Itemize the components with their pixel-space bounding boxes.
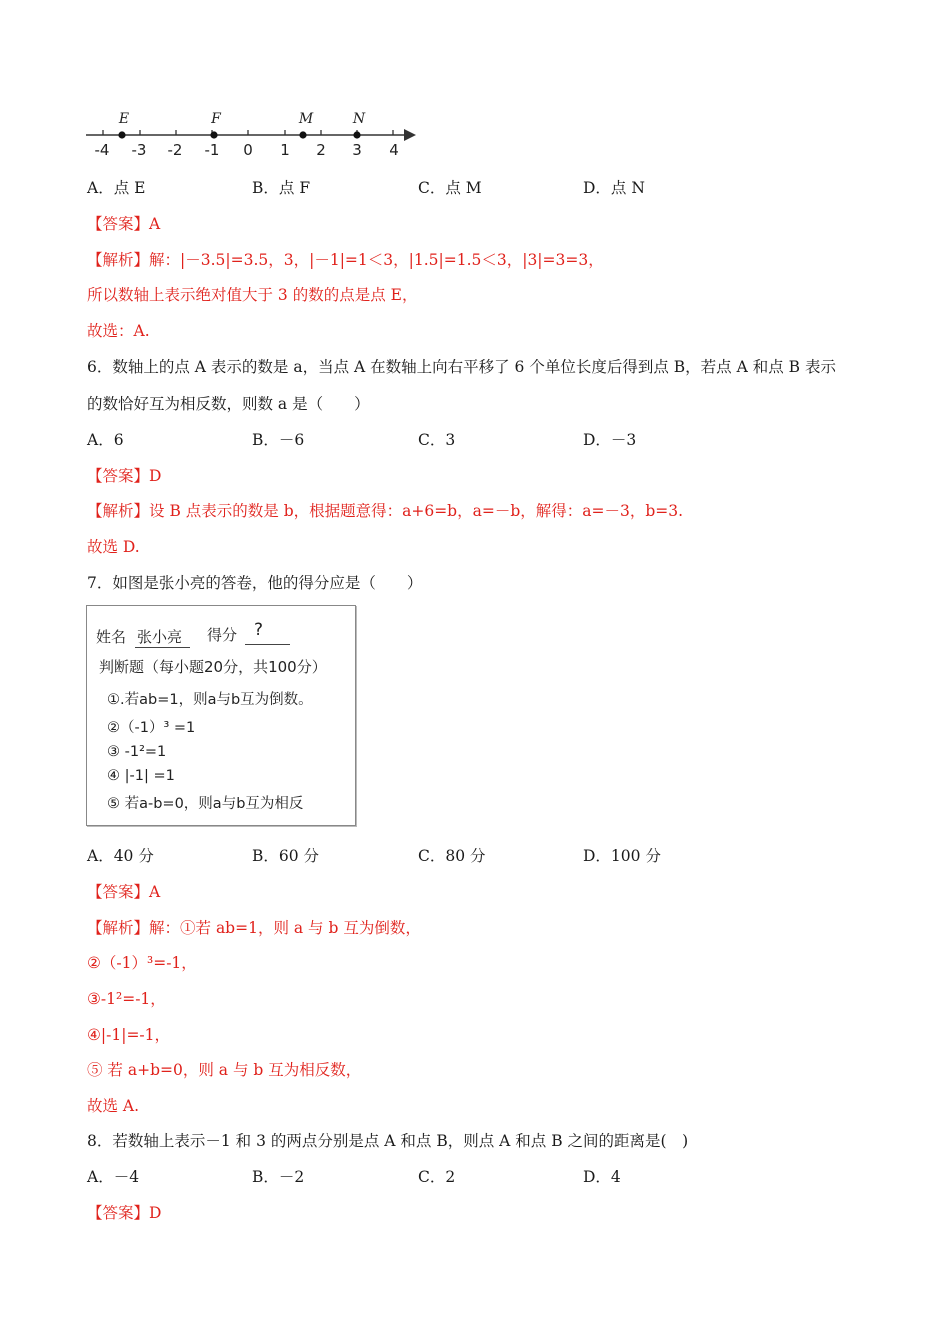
q8-option-a: A．－4 [87,1168,140,1186]
q5-analysis [87,250,604,270]
q7-conclusion: 故选 A. [87,1097,140,1115]
sheet-name-underline [135,647,190,648]
q8-option-c: C．2 [418,1168,456,1186]
q7-analysis-line2: ②（-1）³=-1， [87,954,197,972]
point-e [118,131,125,138]
sheet-item-3: ③ -1²=1 [107,744,167,760]
answer-sheet-image [86,605,356,826]
sheet-item-4: ④ |-1| =1 [107,768,175,784]
q7-option-c: C．80 分 [418,847,486,865]
q7-option-a: A．40 分 [87,847,154,865]
q5-option-b: B．点 F [252,179,311,197]
tick-label: 0 [243,141,253,159]
sheet-item-5: ⑤ 若a-b=0，则a与b互为相反 [107,796,304,812]
q8-option-b: B．－2 [252,1168,305,1186]
q6-option-b: B．－6 [252,431,305,449]
q7-analysis-line1: 解：①若 ab=1，则 a 与 b 互为倒数， [149,919,421,937]
q6-stem-line2: 的数恰好互为相反数，则数 a 是（ ） [87,395,370,413]
tick-label: -1 [204,141,220,159]
point-label-e: E [118,111,130,127]
sheet-name-value: 张小亮 [137,628,183,646]
q7-analysis-line5: ⑤ 若 a+b=0，则 a 与 b 互为相反数， [87,1061,362,1079]
sheet-name-label: 姓名 [96,628,127,646]
q8-stem: 8．若数轴上表示－1 和 3 的两点分别是点 A 和点 B，则点 A 和点 B 之间的距离是( ) [87,1132,689,1150]
sheet-item-1: ①.若ab=1，则a与b互为倒数。 [107,692,313,708]
q5-conclusion: 故选：A. [87,322,150,340]
q6-option-a: A．6 [87,431,124,449]
q7-option-d: D．100 分 [583,847,661,865]
q6-option-d: D．－3 [583,431,637,449]
sheet-section-title: 判断题（每小题20分，共100分） [99,658,327,676]
point-label-f: F [211,111,221,127]
q6-option-c: C．3 [418,431,456,449]
tick-label: -2 [167,141,183,159]
q5-answer: 【答案】A [87,215,161,233]
sheet-score-underline [245,644,290,645]
q5-analysis-text: 解：|－3.5|=3.5，3，|－1|=1＜3，|1.5|=1.5＜3，|3|=3=3， [149,251,604,269]
point-m [299,131,306,138]
axis-arrow-icon [404,129,416,141]
q5-option-a: A．点 E [87,179,146,197]
sheet-score-value: ? [254,620,264,640]
tick-label: 3 [352,141,362,159]
tick-label: 2 [316,141,326,159]
sheet-score-label: 得分 [207,626,238,644]
q7-analysis-line4: ④|-1|=-1， [87,1026,171,1044]
q6-analysis [87,501,683,521]
q7-analysis-line3: ③-1²=-1， [87,990,166,1008]
q8-option-d: D．4 [583,1168,621,1186]
tick-label: 1 [280,141,290,159]
point-f [210,131,217,138]
tick-label: -3 [131,141,147,159]
q7-stem: 7．如图是张小亮的答卷，他的得分应是（ ） [87,574,423,592]
number-line-figure [86,108,426,160]
q6-stem-line1: 6．数轴上的点 A 表示的数是 a，当点 A 在数轴上向右平移了 6 个单位长度后得到点 B，若点 A 和点 B 表示 [87,358,836,376]
q7-answer: 【答案】A [87,883,161,901]
q6-answer: 【答案】D [87,467,162,485]
point-label-n: N [352,111,366,127]
q8-answer: 【答案】D [87,1204,162,1222]
point-label-m: M [298,111,314,127]
q6-analysis-text: 设 B 点表示的数是 b，根据题意得：a+6=b，a=－b，解得：a=－3，b=3. [149,502,684,520]
q7-analysis [87,918,421,938]
tick-label: 4 [389,141,399,159]
analysis-tag: 【解析】 [87,502,150,520]
q5-analysis-line2: 所以数轴上表示绝对值大于 3 的数的点是点 E， [87,286,418,304]
point-n [353,131,360,138]
analysis-tag: 【解析】 [87,251,150,269]
q5-option-c: C．点 M [418,179,482,197]
tick-label: -4 [94,141,110,159]
analysis-tag: 【解析】 [87,919,150,937]
q6-conclusion: 故选 D. [87,538,140,556]
sheet-item-2: ②（-1）³ =1 [107,720,196,736]
q5-option-d: D．点 N [583,179,645,197]
q7-option-b: B．60 分 [252,847,320,865]
